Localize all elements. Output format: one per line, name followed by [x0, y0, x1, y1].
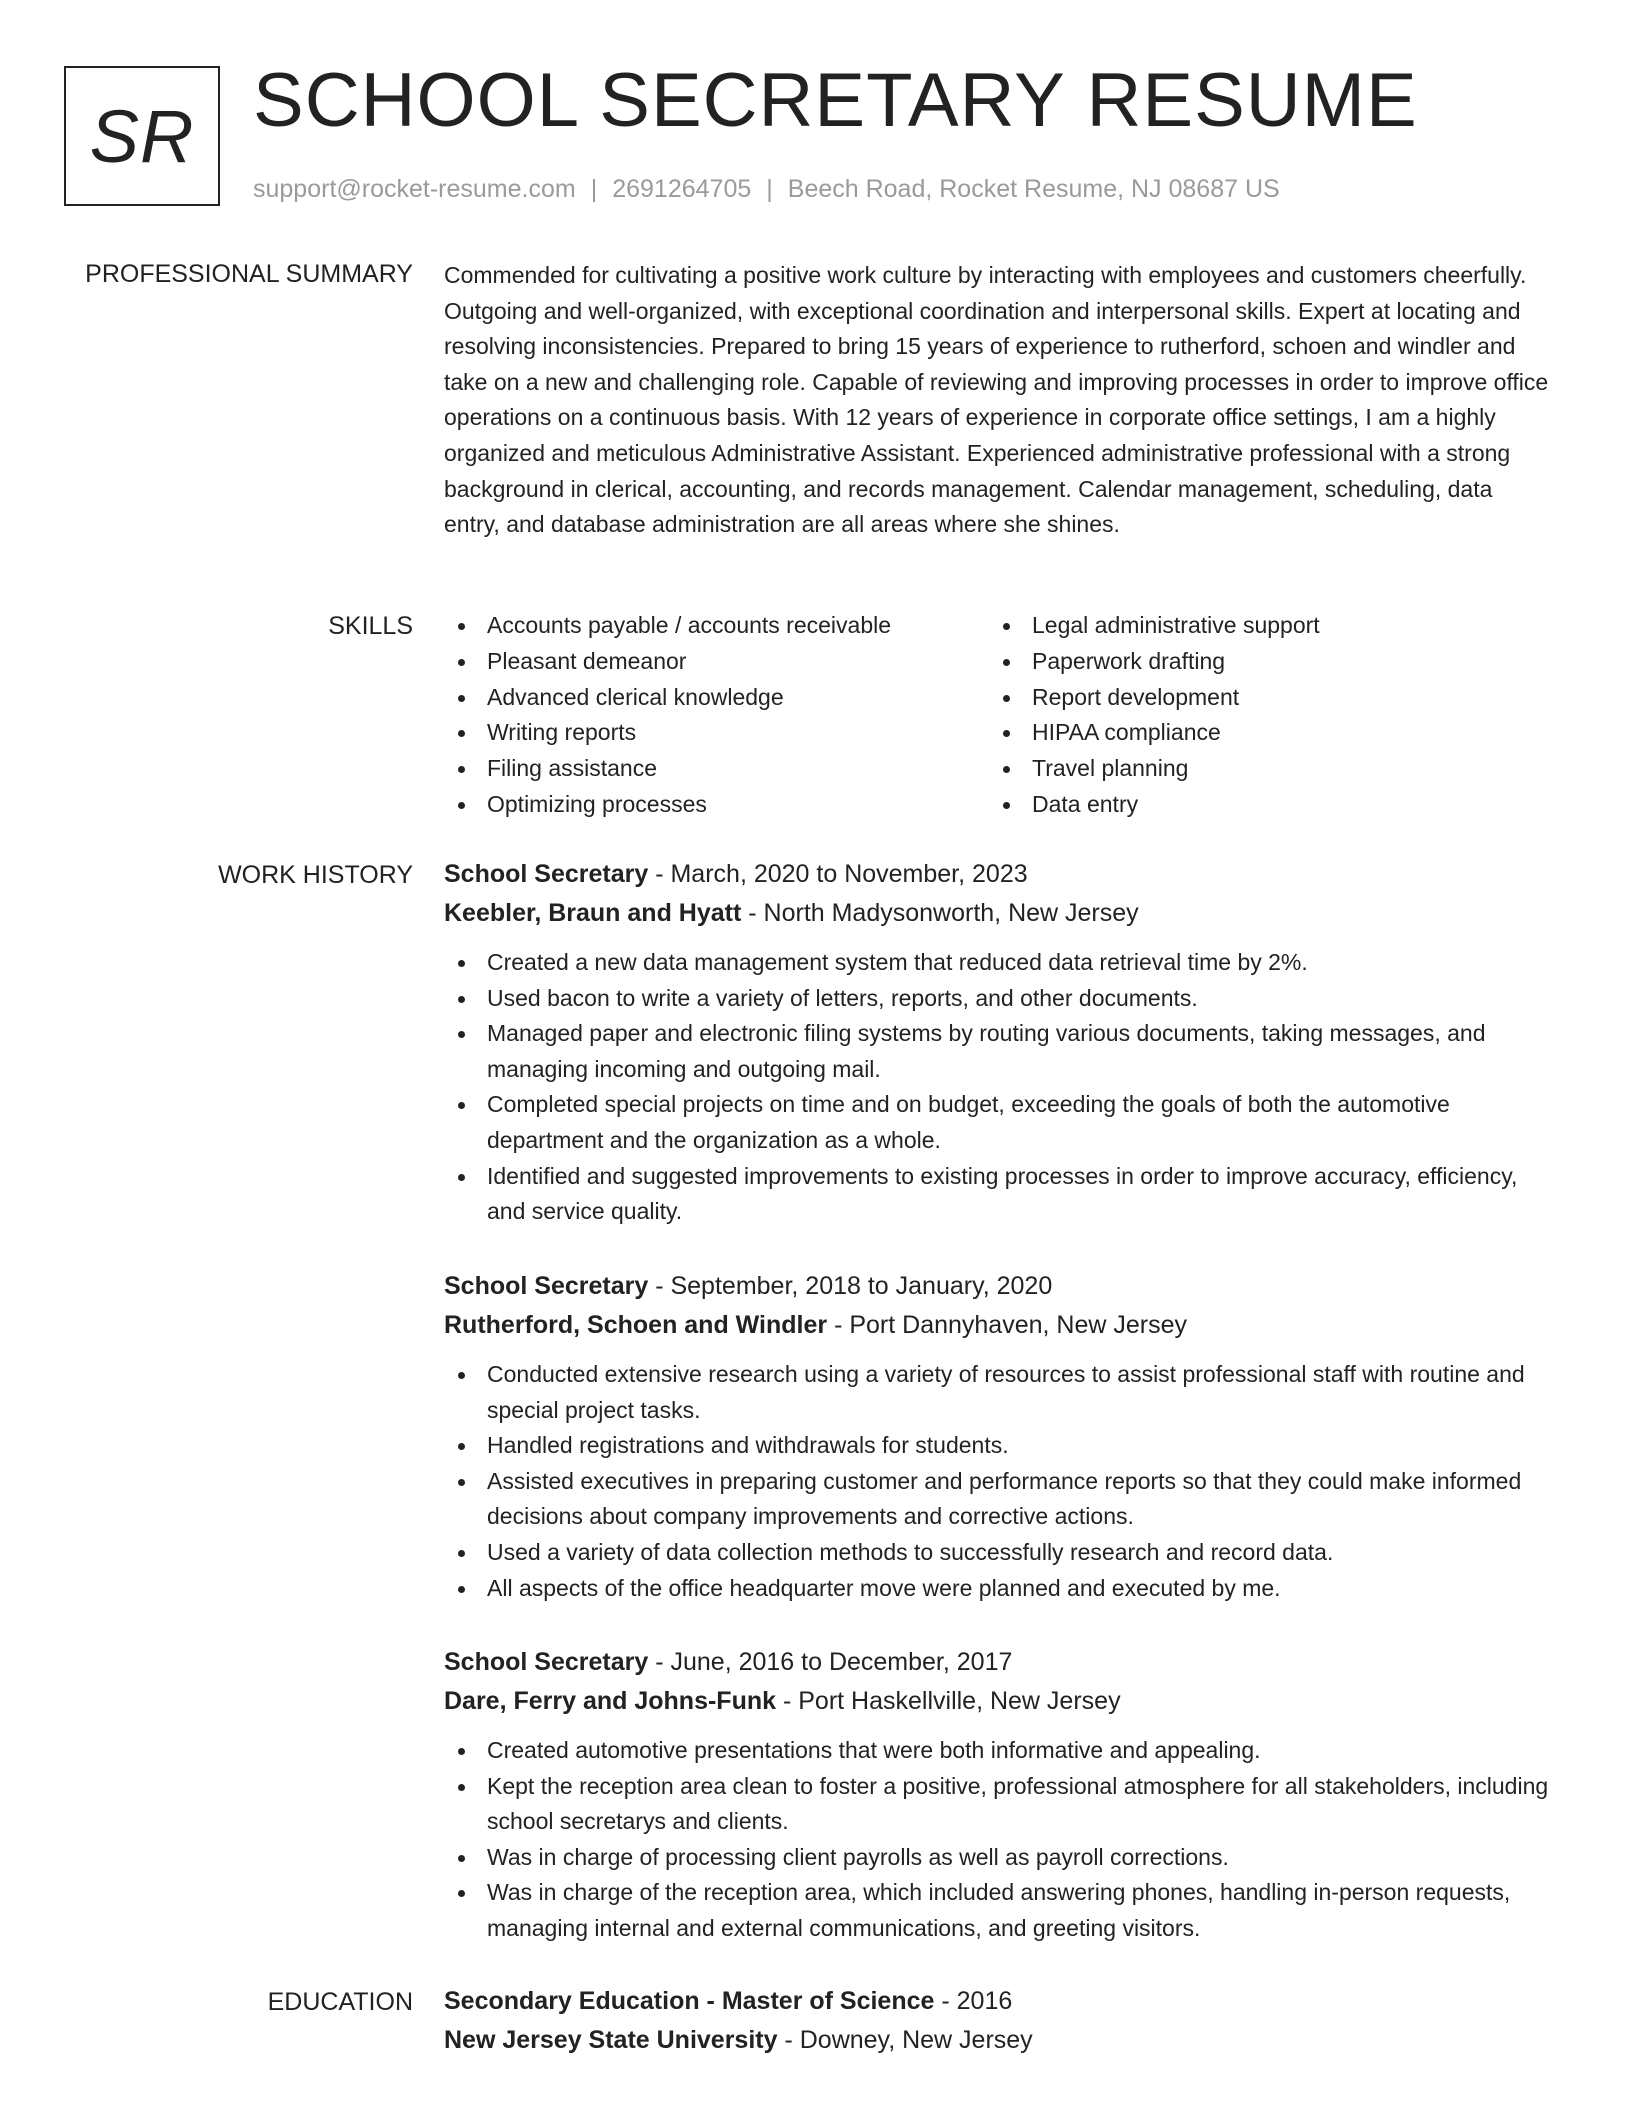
skill-item: Optimizing processes: [444, 787, 989, 823]
job-bullet: Was in charge of the reception area, which included answering phones, handling in-person requests, managing internal and external communications, and greeting visitors.: [444, 1875, 1554, 1946]
summary-text: Commended for cultivating a positive work culture by interacting with employees and customers cheerfully. Outgoing and well-organized, with exceptional coordination and interpersonal skills. Expert at locating and resolving inconsistencies. Prepared to bring 15 years of experience to rutherford, schoen and windler and take on a new and challenging role. Capable of reviewing and improving processes in order to improve office operations on a continuous basis. With 12 years of experience in corporate office settings, I am a highly organized and meticulous Administrative Assistant. Experienced administrative professional with a strong background in clerical, accounting, and records management. Calendar management, scheduling, data entry, and database administration are all areas where she shines.: [444, 262, 1549, 538]
job-location: - North Madysonworth, New Jersey: [741, 899, 1139, 927]
page-title: SCHOOL SECRETARY RESUME: [253, 58, 1418, 143]
job-title: School Secretary: [444, 1648, 649, 1676]
job-entry: [444, 1267, 1554, 1606]
contact-phone: 2691264705: [612, 175, 752, 203]
work-history-content: [444, 855, 1554, 1941]
education-content: [444, 1982, 1554, 2060]
skill-item: Legal administrative support: [989, 608, 1534, 644]
job-bullet: Kept the reception area clean to foster a positive, professional atmosphere for all stakeholders, including school secretarys and clients.: [444, 1769, 1554, 1840]
skill-item: Accounts payable / accounts receivable: [444, 608, 989, 644]
education-school-line: [444, 2021, 1554, 2060]
education-school: New Jersey State University: [444, 2026, 778, 2054]
job-bullet: Created automotive presentations that were both informative and appealing.: [444, 1733, 1554, 1769]
skill-item: Paperwork drafting: [989, 644, 1534, 680]
job-bullets: [444, 1357, 1554, 1606]
job-company-line: [444, 1306, 1554, 1345]
skills-content: [444, 608, 1554, 823]
job-bullet: Handled registrations and withdrawals for students.: [444, 1428, 1554, 1464]
job-bullet: Used a variety of data collection methods to successfully research and record data.: [444, 1535, 1554, 1571]
skill-item: Report development: [989, 680, 1534, 716]
skills-list-left: [444, 608, 989, 823]
contact-separator: |: [590, 175, 598, 203]
job-title-line: [444, 1267, 1554, 1306]
job-bullet: Created a new data management system that reduced data retrieval time by 2%.: [444, 945, 1554, 981]
job-bullet: Managed paper and electronic filing systems by routing various documents, taking messages, and managing incoming and outgoing mail.: [444, 1016, 1554, 1087]
job-bullet: All aspects of the office headquarter move were planned and executed by me.: [444, 1571, 1554, 1607]
contact-address: Beech Road, Rocket Resume, NJ 08687 US: [787, 175, 1280, 203]
job-bullets: [444, 1733, 1554, 1947]
skill-item: HIPAA compliance: [989, 715, 1534, 751]
education-location: - Downey, New Jersey: [777, 2026, 1033, 2054]
job-title: School Secretary: [444, 1272, 649, 1300]
job-title-line: [444, 855, 1554, 894]
job-bullets: [444, 945, 1554, 1230]
section-label-education: EDUCATION: [267, 1988, 413, 2016]
job-dates: - March, 2020 to November, 2023: [648, 860, 1028, 888]
skill-item: Writing reports: [444, 715, 989, 751]
job-company: Rutherford, Schoen and Windler: [444, 1311, 828, 1339]
section-label-work-history: WORK HISTORY: [218, 861, 413, 889]
contact-email: support@rocket-resume.com: [253, 175, 576, 203]
skills-list-right: [989, 608, 1534, 823]
education-degree-line: [444, 1982, 1554, 2021]
job-dates: - September, 2018 to January, 2020: [648, 1272, 1053, 1300]
education-degree: Secondary Education - Master of Science: [444, 1987, 935, 2015]
skill-item: Pleasant demeanor: [444, 644, 989, 680]
job-entry: [444, 1643, 1554, 1947]
job-company: Keebler, Braun and Hyatt: [444, 899, 742, 927]
job-company-line: [444, 1682, 1554, 1721]
job-bullet: Conducted extensive research using a variety of resources to assist professional staff with routine and special project tasks.: [444, 1357, 1554, 1428]
job-bullet: Used bacon to write a variety of letters, reports, and other documents.: [444, 981, 1554, 1017]
contact-separator: |: [766, 175, 773, 203]
skill-item: Data entry: [989, 787, 1534, 823]
job-title: School Secretary: [444, 860, 649, 888]
skill-item: Advanced clerical knowledge: [444, 680, 989, 716]
job-location: - Port Dannyhaven, New Jersey: [827, 1311, 1188, 1339]
job-company: Dare, Ferry and Johns-Funk: [444, 1687, 777, 1715]
monogram-badge: SR: [64, 66, 220, 206]
education-year: - 2016: [934, 1987, 1013, 2015]
summary-content: [444, 258, 1554, 543]
section-label-summary: PROFESSIONAL SUMMARY: [85, 260, 413, 288]
contact-line: [253, 174, 1280, 204]
skills-columns: [444, 608, 1554, 823]
skill-item: Travel planning: [989, 751, 1534, 787]
job-company-line: [444, 894, 1554, 933]
job-bullet: Was in charge of processing client payrolls as well as payroll corrections.: [444, 1840, 1554, 1876]
job-entry: [444, 855, 1554, 1230]
job-bullet: Completed special projects on time and on budget, exceeding the goals of both the automotive department and the organization as a whole.: [444, 1087, 1554, 1158]
job-title-line: [444, 1643, 1554, 1682]
job-bullet: Identified and suggested improvements to existing processes in order to improve accuracy, efficiency, and service quality.: [444, 1159, 1554, 1230]
job-bullet: Assisted executives in preparing customer and performance reports so that they could make informed decisions about company improvements and corrective actions.: [444, 1464, 1554, 1535]
job-dates: - June, 2016 to December, 2017: [648, 1648, 1013, 1676]
section-label-skills: SKILLS: [328, 612, 413, 640]
job-location: - Port Haskellville, New Jersey: [776, 1687, 1121, 1715]
skill-item: Filing assistance: [444, 751, 989, 787]
